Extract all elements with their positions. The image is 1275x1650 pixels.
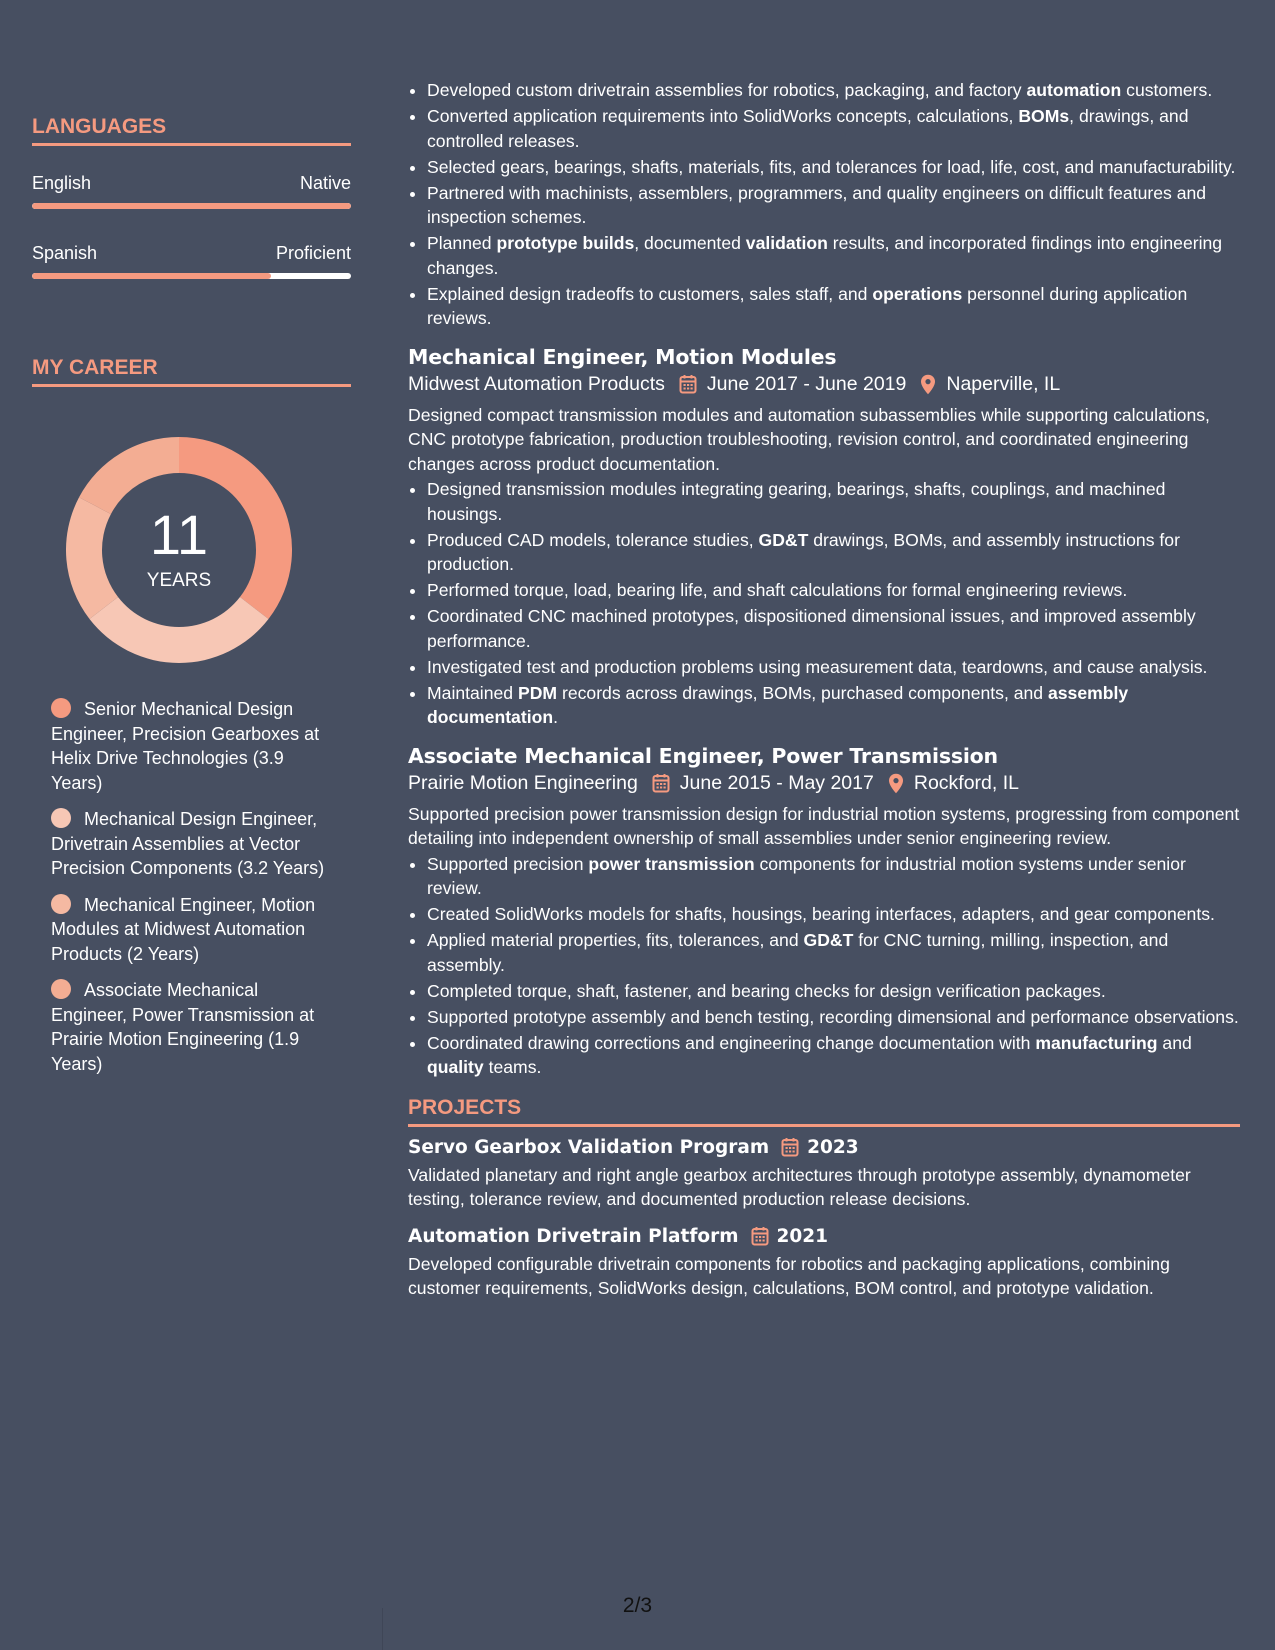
job-entry: [408, 744, 1240, 1080]
bullet-item: [427, 477, 1240, 526]
project-entry: [408, 1226, 1240, 1301]
job-dates: June 2017 - June 2019: [706, 372, 907, 395]
legend-item: [51, 978, 333, 1076]
job-title: Mechanical Engineer, Motion Modules: [408, 344, 837, 369]
legend-dot-icon: [51, 979, 71, 999]
bullet-item: [427, 578, 1240, 603]
legend-label: Mechanical Design Engineer, Drivetrain Assemblies at Vector Precision Components (3.2 Years): [51, 809, 325, 878]
bullet-item: [427, 1031, 1240, 1080]
language-name: English: [32, 173, 92, 193]
bullet-keyword: GD&T: [803, 930, 854, 950]
bullet-keyword: manufacturing: [1035, 1032, 1158, 1053]
calendar-icon: [679, 374, 697, 394]
job-entry: [408, 345, 1240, 730]
job-summary: Supported precision power transmission design for industrial motion systems, progressing from component detailing into independent ownership of small assemblies under senior engineering review.: [408, 803, 1240, 848]
bullet-item: [427, 902, 1240, 927]
bullet-text: Investigated test and production problems using measurement data, teardowns, and cause analysis.: [427, 656, 1208, 677]
legend-item: [51, 697, 333, 795]
language-level: Proficient: [275, 243, 351, 263]
legend-label: Senior Mechanical Design Engineer, Precision Gearboxes at Helix Drive Technologies (3.9 Years): [51, 699, 320, 793]
bullet-item: [427, 928, 1240, 977]
language-proficiency-fill: [32, 273, 271, 279]
bullet-item: [427, 1005, 1240, 1030]
legend-item: [51, 893, 333, 967]
bullet-item: [427, 528, 1240, 577]
total-years-value: 11: [149, 503, 209, 566]
bullet-keyword: GD&T: [758, 529, 809, 550]
location-pin-icon: [888, 773, 904, 794]
project-header: [408, 1137, 1240, 1158]
calendar-icon: [652, 773, 670, 793]
bullet-text: Selected gears, bearings, shafts, materials, fits, and tolerances for load, life, cost, and manufacturability.: [427, 156, 1236, 177]
bullet-text: , drawings, and controlled releases.: [427, 106, 1189, 151]
legend-dot-icon: [51, 808, 71, 828]
job-location: Naperville, IL: [946, 372, 1061, 395]
bullet-item: [427, 681, 1240, 730]
bullet-keyword: quality: [427, 1057, 484, 1077]
project-description: Developed configurable drivetrain components for robotics and packaging applications, combining customer requirements, SolidWorks design, calculations, BOM control, and prototype validation.: [408, 1253, 1170, 1298]
bullet-text: Converted application requirements into SolidWorks concepts, calculations,: [427, 106, 1019, 126]
job-meta: [408, 772, 1240, 795]
bullet-item: [427, 78, 1240, 103]
bullet-text: Planned: [427, 233, 497, 253]
calendar-icon: [751, 1226, 769, 1246]
bullet-keyword: automation: [1026, 80, 1122, 100]
job-summary: Designed compact transmission modules and automation subassemblies while supporting calculations, CNC prototype fabrication, production troubleshooting, revision control, and coordinated engineering changes across product documentation.: [408, 404, 1210, 474]
legend-dot-icon: [51, 894, 71, 914]
job-bullet-list: [408, 477, 1240, 730]
project-year: 2023: [807, 1136, 859, 1158]
bullet-item: [427, 181, 1240, 230]
bullet-text: Completed torque, shaft, fastener, and bearing checks for design verification packages.: [427, 980, 1106, 1001]
bullet-keyword: assembly documentation: [427, 682, 1129, 727]
bullet-text: drawings, BOMs, and assembly instructions for production.: [427, 529, 1180, 574]
projects-heading: PROJECTS: [408, 1096, 1240, 1127]
bullet-item: [427, 231, 1240, 280]
language-name: Spanish: [32, 243, 98, 263]
job-dates: June 2015 - May 2017: [679, 771, 874, 794]
total-years-unit: YEARS: [146, 570, 212, 591]
language-proficiency-fill: [32, 203, 351, 209]
donut-segment: [90, 597, 269, 663]
bullet-text: Maintained: [427, 682, 518, 703]
legend-label: Mechanical Engineer, Motion Modules at Midwest Automation Products (2 Years): [51, 894, 316, 964]
experience-bullet-list: [408, 78, 1240, 331]
bullet-text: for CNC turning, milling, inspection, and assembly.: [427, 930, 1169, 975]
project-year: 2021: [776, 1225, 829, 1247]
location-pin-icon: [920, 374, 936, 395]
bullet-item: [427, 104, 1240, 153]
company-name: Midwest Automation Products: [408, 372, 665, 395]
bullet-item: [427, 604, 1240, 653]
page-number: 2/3: [622, 1594, 653, 1617]
bullet-text: Supported precision: [427, 853, 589, 874]
project-name: Servo Gearbox Validation Program: [408, 1136, 770, 1158]
language-level: Native: [299, 173, 351, 193]
language-proficiency-bar: [32, 273, 351, 279]
bullet-item: [427, 655, 1240, 680]
calendar-icon: [781, 1137, 799, 1157]
bullet-keyword: validation: [745, 233, 828, 253]
bullet-text: Explained design tradeoffs to customers, sales staff, and: [427, 283, 873, 304]
bullet-text: customers.: [1121, 80, 1213, 100]
bullet-text: Coordinated CNC machined prototypes, dispositioned dimensional issues, and improved assembly performance.: [427, 606, 1196, 651]
bullet-text: Coordinated drawing corrections and engineering change documentation with: [427, 1032, 1036, 1053]
bullet-text: Created SolidWorks models for shafts, housings, bearing interfaces, adapters, and gear components.: [427, 904, 1215, 924]
bullet-item: [427, 852, 1240, 901]
job-title: Associate Mechanical Engineer, Power Transmission: [408, 743, 998, 768]
bullet-text: .: [553, 707, 558, 727]
bullet-text: Partnered with machinists, assemblers, programmers, and quality engineers on difficult features and inspection schemes.: [427, 182, 1207, 227]
bullet-item: [427, 282, 1240, 331]
bullet-text: Supported prototype assembly and bench testing, recording dimensional and performance observations.: [427, 1006, 1239, 1027]
bullet-keyword: BOMs: [1018, 106, 1070, 126]
job-bullet-list: [408, 852, 1240, 1080]
bullet-text: personnel during application reviews.: [427, 283, 1188, 328]
bullet-keyword: operations: [872, 283, 963, 304]
bullet-text: teams.: [483, 1057, 542, 1077]
legend-item: [51, 807, 333, 881]
language-proficiency-bar: [32, 203, 351, 209]
bullet-keyword: power transmission: [588, 853, 755, 874]
career-legend: [51, 697, 333, 1088]
bullet-text: and: [1157, 1032, 1192, 1053]
bullet-keyword: prototype builds: [496, 233, 635, 253]
legend-label: Associate Mechanical Engineer, Power Transmission at Prairie Motion Engineering (1.9 Years): [51, 980, 315, 1074]
bullet-text: Designed transmission modules integrating gearing, bearings, shafts, couplings, and machined housings.: [427, 479, 1166, 524]
main-content: [408, 78, 1240, 1315]
job-location: Rockford, IL: [913, 771, 1019, 794]
bullet-text: Developed custom drivetrain assemblies for robotics, packaging, and factory: [427, 80, 1027, 100]
company-name: Prairie Motion Engineering: [408, 771, 638, 794]
bullet-text: results, and incorporated findings into engineering changes.: [427, 233, 1223, 278]
project-entry: [408, 1137, 1240, 1212]
career-heading: MY CAREER: [32, 356, 351, 387]
career-donut-chart: [66, 437, 292, 663]
job-meta: [408, 373, 1240, 396]
bullet-text: components for industrial motion systems under senior review.: [427, 853, 1186, 898]
bullet-text: Performed torque, load, bearing life, and shaft calculations for formal engineering reviews.: [427, 580, 1128, 600]
bullet-item: [427, 155, 1240, 180]
project-header: [408, 1226, 1240, 1247]
languages-heading: LANGUAGES: [32, 115, 351, 146]
bullet-text: records across drawings, BOMs, purchased components, and: [557, 682, 1048, 703]
bullet-keyword: PDM: [517, 682, 558, 703]
bullet-text: Applied material properties, fits, tolerances, and: [427, 930, 804, 950]
bullet-text: Produced CAD models, tolerance studies,: [427, 529, 759, 550]
project-name: Automation Drivetrain Platform: [408, 1225, 739, 1247]
project-description: Validated planetary and right angle gearbox architectures through prototype assembly, dynamometer testing, tolerance review, and documented production release decisions.: [408, 1164, 1191, 1209]
legend-dot-icon: [51, 698, 71, 718]
bullet-item: [427, 979, 1240, 1004]
bullet-text: , documented: [634, 233, 746, 253]
